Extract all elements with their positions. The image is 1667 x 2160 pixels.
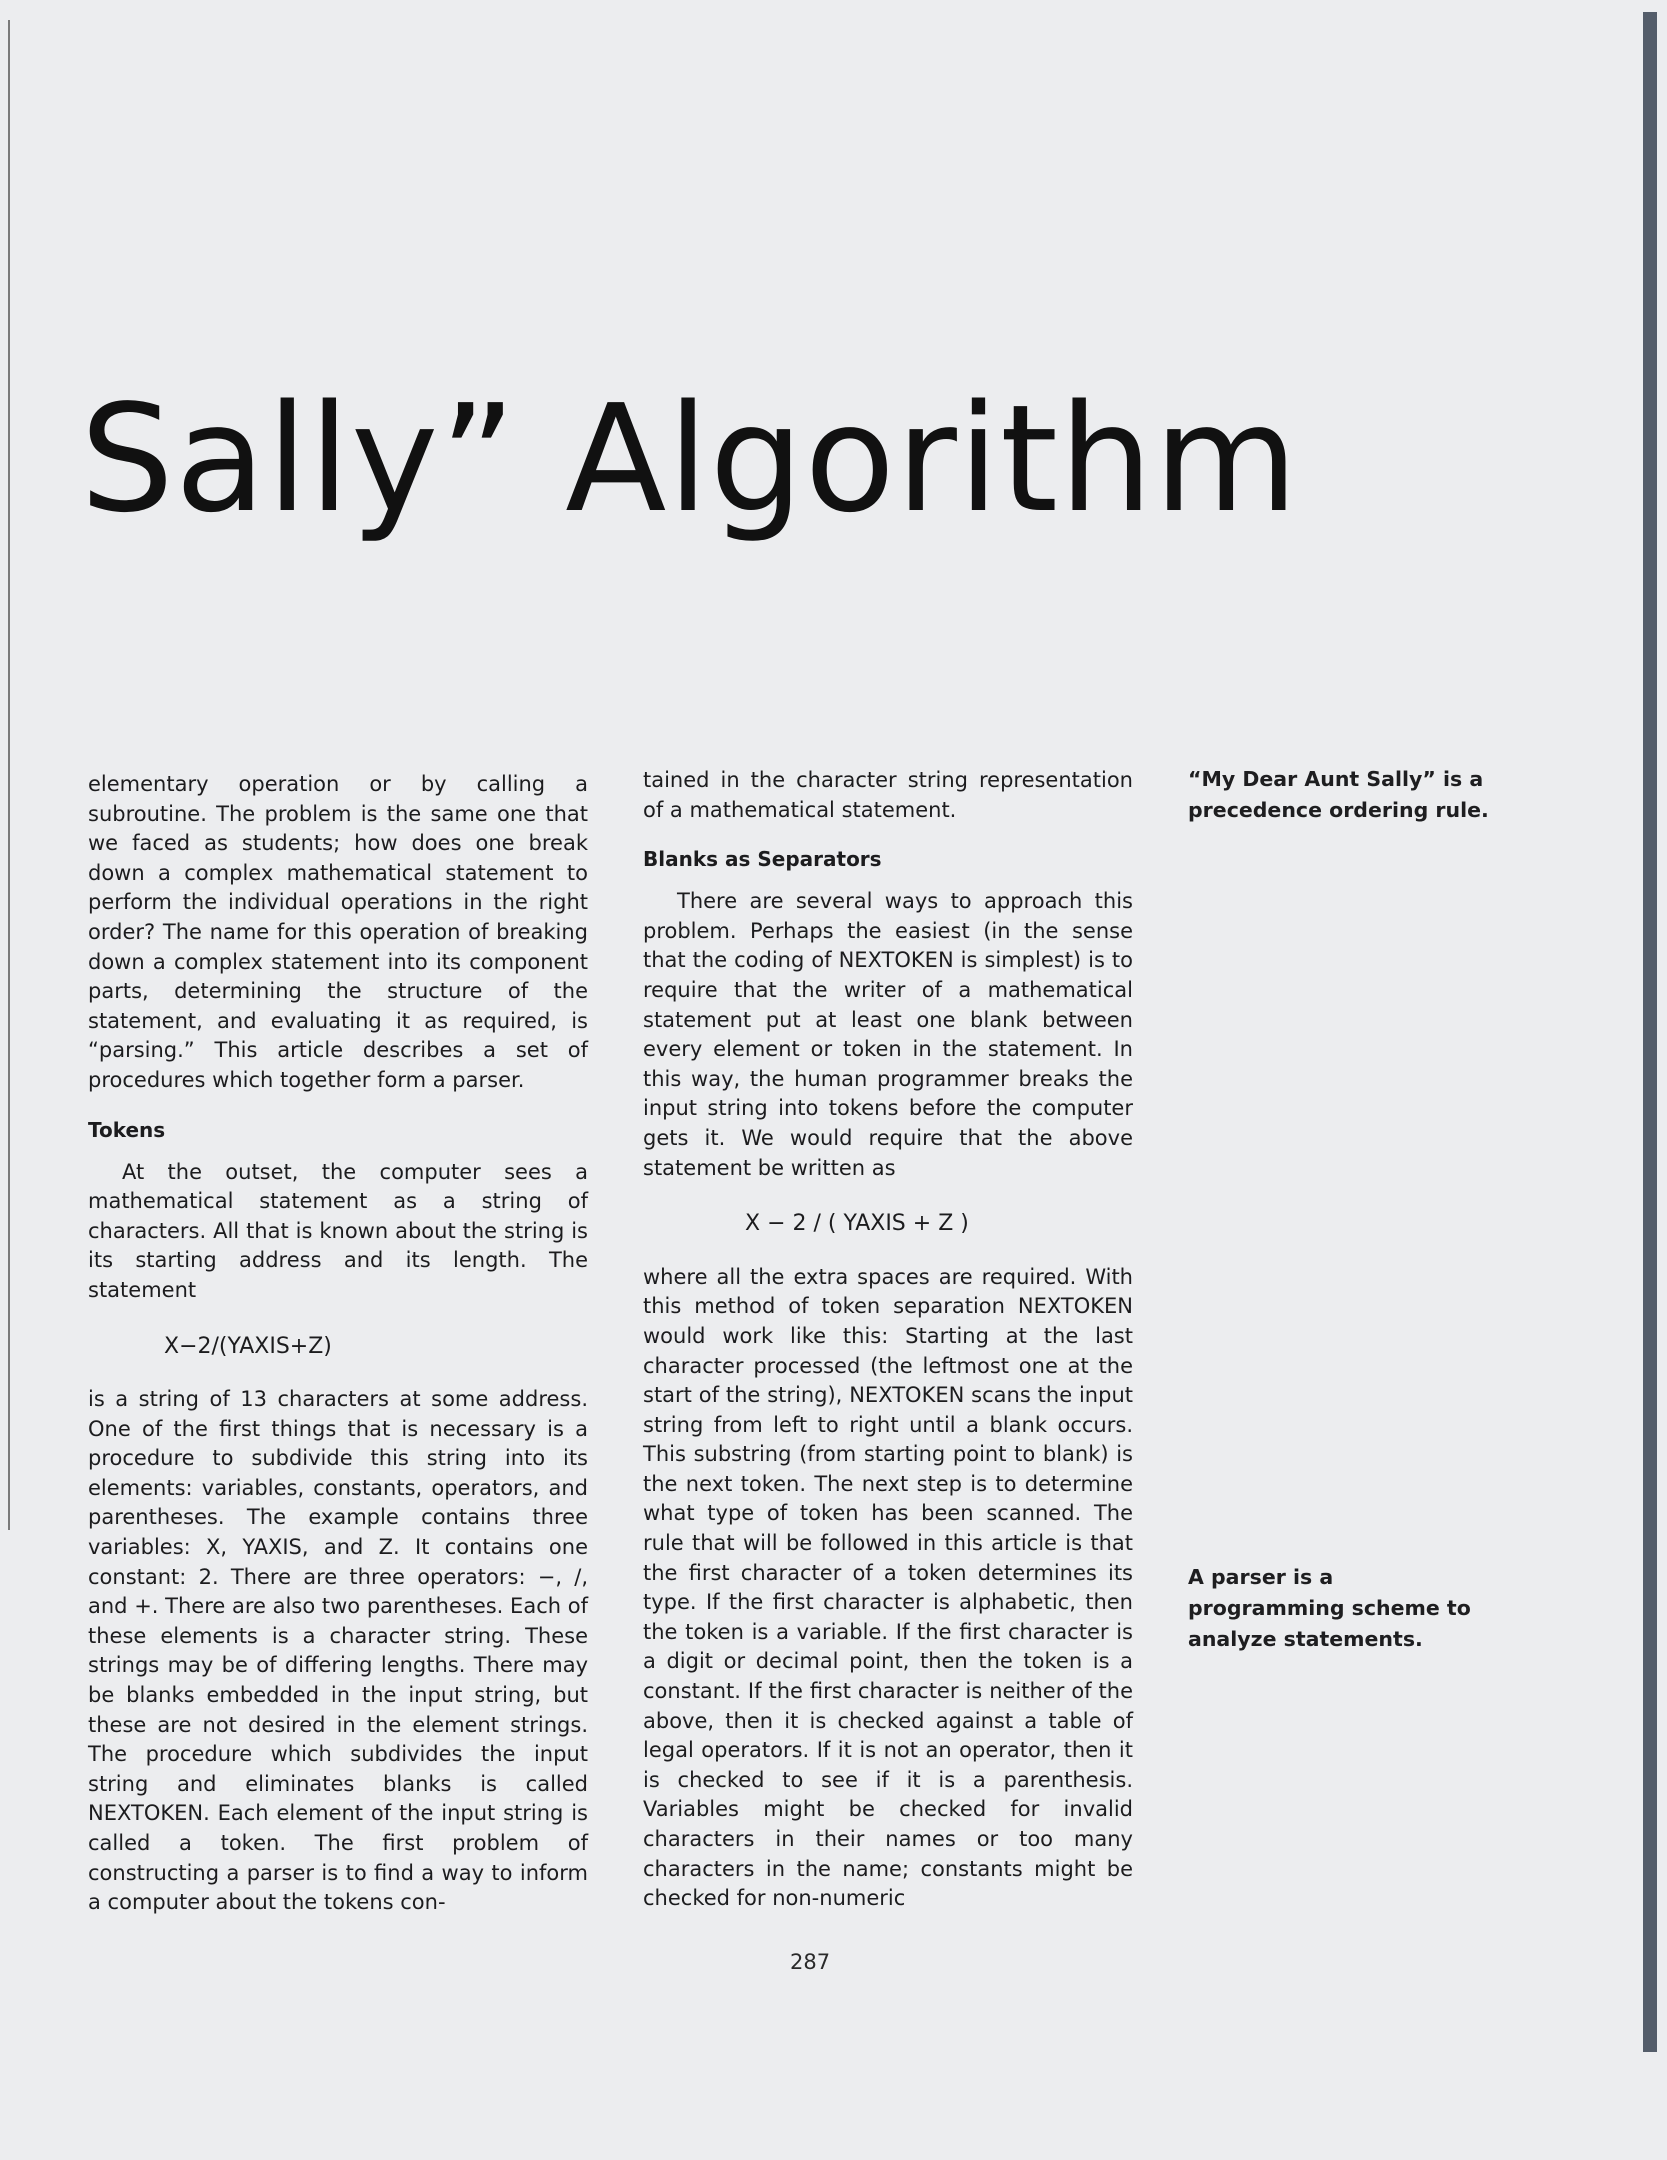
right-edge-bar	[1643, 12, 1657, 2052]
paragraph: where all the extra spaces are required. With this method of token separation NEXTOKEN would work like this: Starting at the last character processed (the leftmost one at the start of the string), NEXTOKEN scans the input string from left to right until a blank occurs. This substring (from starting point to blank) is the next token. The next step is to determine what type of token has been scanned. The rule that will be followed in this article is that the first character of a token determines its type. If the first character is alphabetic, then the token is a variable. If the first character is a digit or decimal point, then the token is a constant. If the first character is neither of the above, then it is checked against a table of legal operators. If it is not an operator, then it is checked to see if it is a parenthesis. Variables might be checked for invalid characters in their names or too many characters in the name; constants might be checked for non-numeric	[643, 1264, 1133, 1911]
paragraph: is a string of 13 characters at some address. One of the first things that is necessary is a procedure to subdivide this string into its elements: variables, constants, operators, and parentheses. The example contains three variables: X, YAXIS, and Z. It contains one constant: 2. There are three operators: −, /, and +. There are also two parentheses. Each of these elements is a character string. These strings may be of differing lengths. There may be blanks embedded in the input string, but these are not desired in the element strings. The procedure which subdivides the input string and eliminates blanks is called NEXTOKEN. Each element of the input string is called a token. The first problem of constructing a parser is to find a way to inform a computer about the tokens con-	[88, 1387, 588, 1915]
page-number: 287	[790, 1950, 831, 1974]
section-heading-blanks: Blanks as Separators	[643, 847, 882, 872]
article-headline: Sally” Algorithm	[80, 373, 1300, 545]
formula-spaced: X − 2 / ( YAXIS + Z )	[745, 1211, 969, 1237]
sidenote-parser: A parser is a programming scheme to analyze statements.	[1188, 1565, 1471, 1651]
text-column-1	[88, 770, 588, 1918]
section-heading-tokens: Tokens	[88, 1117, 166, 1142]
paragraph: elementary operation or by calling a subroutine. The problem is the same one that we faced as students; how does one break down a complex mathematical statement to perform the individual operations in the right order? The name for this operation of breaking down a complex statement into its component parts, determining the structure of the statement, and evaluating it as required, is “parsing.” This article describes a set of procedures which together form a parser.	[88, 772, 588, 1092]
paragraph: There are several ways to approach this problem. Perhaps the easiest (in the sense that the coding of NEXTOKEN is simplest) is to require that the writer of a mathematical statement put at least one blank between every element or token in the statement. In this way, the human programmer breaks the input string into tokens before the computer gets it. We would require that the above statement be written as	[643, 889, 1133, 1180]
left-margin-rule	[8, 20, 10, 1530]
formula-compact: X−2/(YAXIS+Z)	[164, 1333, 332, 1359]
sidenote-aunt-sally: “My Dear Aunt Sally” is a precedence ordering rule.	[1188, 767, 1489, 822]
paragraph: At the outset, the computer sees a mathematical statement as a string of characters. All that is known about the string is its starting address and its length. The statement	[88, 1159, 588, 1302]
paragraph: tained in the character string representation of a mathematical statement.	[643, 768, 1133, 822]
text-column-2	[643, 766, 1133, 1914]
